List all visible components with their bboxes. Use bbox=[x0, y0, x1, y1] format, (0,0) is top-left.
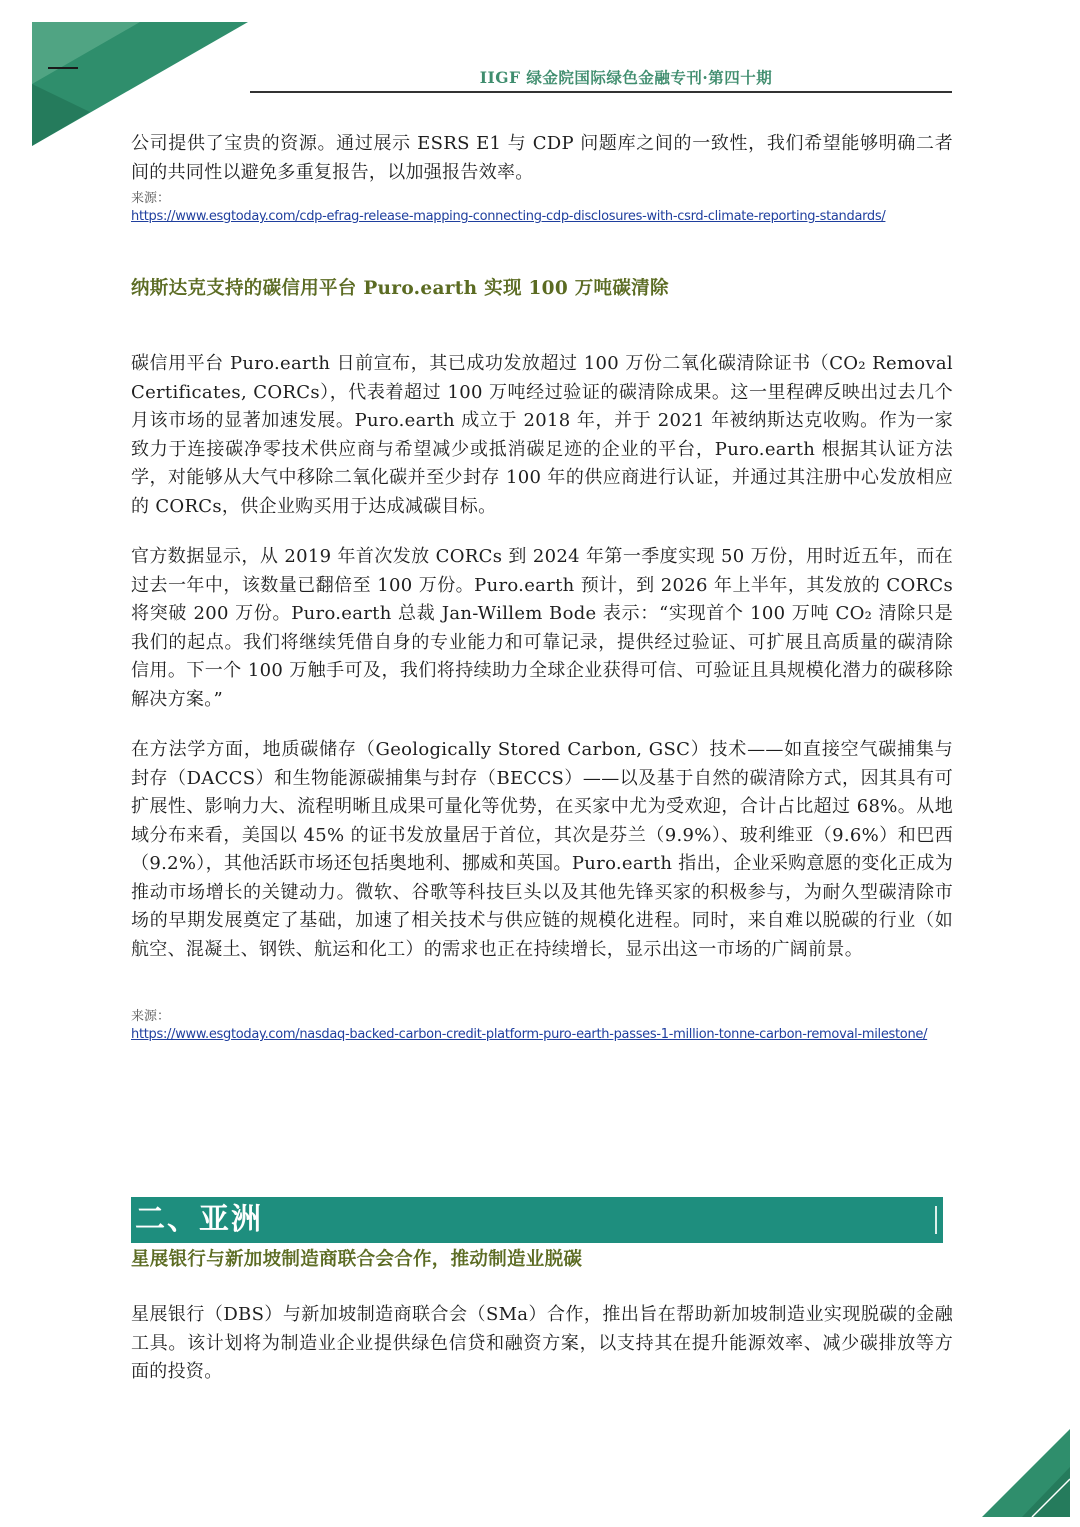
source-label: 来源： bbox=[131, 191, 171, 206]
article-headline: 星展银行与新加坡制造商联合会合作，推动制造业脱碳 bbox=[131, 1249, 583, 1270]
article-paragraph: 官方数据显示，从 2019 年首次发放 CORCs 到 2024 年第一季度实现 50 万份，用时近五年，而在过去一年中，该数量已翻倍至 100 万份。Puro.earth 预计，到 2026 年上半年，其发放的 CORCs 将突破 200 万份。Puro.earth 总裁 Jan-Willem Bode 表示：“实现首个 100 万吨 CO₂ 清除只是我们的起点。我们将继续凭借自身的专业能力和可靠记录，提供经过验证、可扩展且高质量的碳清除信用。下一个 100 万触手可及，我们将持续助力全球企业获得可信、可验证且具规模化潜力的碳移除解决方案。” bbox=[131, 546, 953, 710]
intro-paragraph: 公司提供了宝贵的资源。通过展示 ESRS E1 与 CDP 问题库之间的一致性，我们希望能够明确二者间的共同性以避免多重复报告，以加强报告效率。 bbox=[131, 133, 953, 183]
footer-corner-decoration bbox=[970, 1417, 1080, 1527]
header-rule bbox=[250, 91, 952, 93]
article-paragraph: 碳信用平台 Puro.earth 日前宣布，其已成功发放超过 100 万份二氧化碳清除证书（CO₂ Removal Certificates, CORCs），代表着超过 100 万吨经过验证的碳清除成果。这一里程碑反映出过去几个月该市场的显著加速发展。Puro.earth 成立于 2018 年，并于 2021 年被纳斯达克收购。作为一家致力于连接碳净零技术供应商与希望减少或抵消碳足迹的企业的平台，Puro.earth 根据其认证方法学，对能够从大气中移除二氧化碳并至少封存 100 年的供应商进行认证，并通过其注册中心发放相应的 CORCs，供企业购买用于达成减碳目标。 bbox=[131, 353, 953, 517]
page-content bbox=[131, 130, 953, 1044]
article-headline: 纳斯达克支持的碳信用平台 Puro.earth 实现 100 万吨碳清除 bbox=[131, 278, 669, 299]
header-title: IIGF 绿金院国际绿色金融专刊·第四十期 bbox=[479, 68, 773, 87]
source-link[interactable]: https://www.esgtoday.com/nasdaq-backed-carbon-credit-platform-puro-earth-passes-1-million-tonne-carbon-removal-milestone/ bbox=[131, 1027, 928, 1042]
header-corner-decoration bbox=[0, 0, 260, 150]
source-label: 来源： bbox=[131, 1009, 171, 1024]
source-link[interactable]: https://www.esgtoday.com/cdp-efrag-release-mapping-connecting-cdp-disclosures-with-csrd-climate-reporting-standards/ bbox=[131, 209, 886, 224]
section-bar-mark bbox=[935, 1206, 937, 1234]
article-paragraph: 在方法学方面，地质碳储存（Geologically Stored Carbon, GSC）技术——如直接空气碳捕集与封存（DACCS）和生物能源碳捕集与封存（BECCS）——以及基于自然的碳清除方式，因其具有可扩展性、影响力大、流程明晰且成果可量化等优势，在买家中尤为受欢迎，合计占比超过 68%。从地域分布来看，美国以 45% 的证书发放量居于首位，其次是芬兰（9.9%）、玻利维亚（9.6%）和巴西（9.2%），其他活跃市场还包括奥地利、挪威和英国。Puro.earth 指出，企业采购意愿的变化正成为推动市场增长的关键动力。微软、谷歌等科技巨头以及其他先锋买家的积极参与，为耐久型碳清除市场的早期发展奠定了基础，加速了相关技术与供应链的规模化进程。同时，来自难以脱碳的行业（如航空、混凝土、钢铁、航运和化工）的需求也正在持续增长，显示出这一市场的广阔前景。 bbox=[131, 739, 953, 960]
section-heading: 二、亚洲 bbox=[135, 1202, 263, 1237]
header-dash bbox=[48, 67, 78, 69]
article-paragraph: 星展银行（DBS）与新加坡制造商联合会（SMa）合作，推出旨在帮助新加坡制造业实现脱碳的金融工具。该计划将为制造业企业提供绿色信贷和融资方案，以支持其在提升能源效率、减少碳排放等方面的投资。 bbox=[131, 1304, 953, 1382]
asia-content bbox=[131, 1245, 953, 1387]
section-heading-bar bbox=[131, 1197, 943, 1243]
